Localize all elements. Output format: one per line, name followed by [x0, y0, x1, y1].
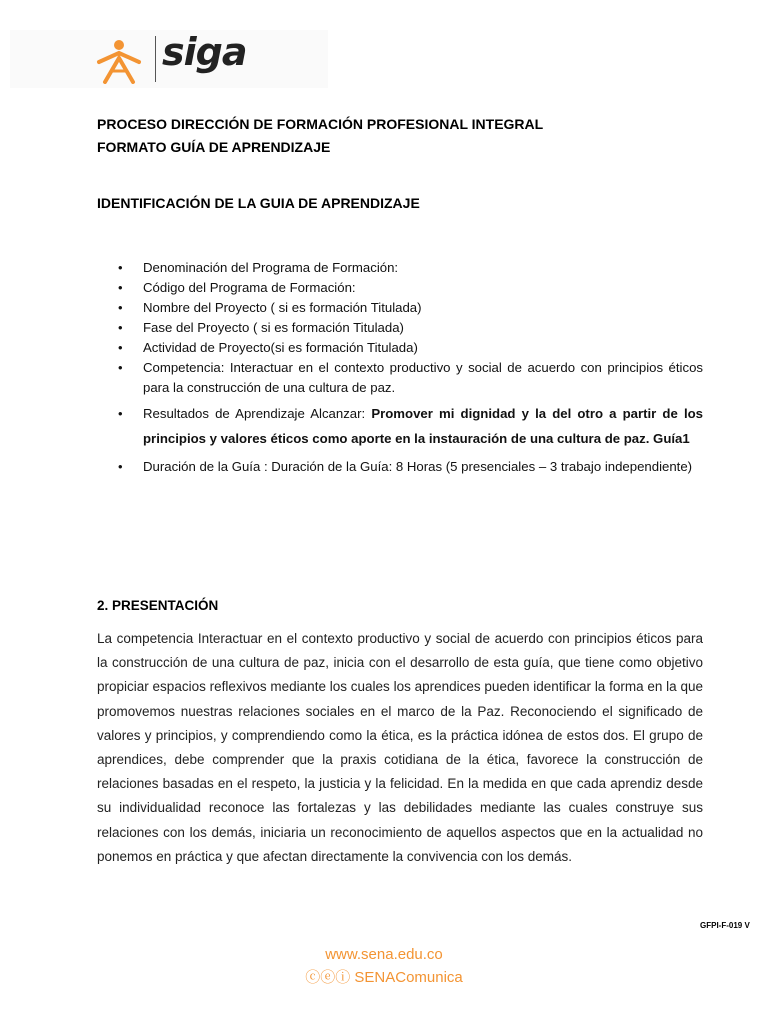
creative-commons-icon: ⓒⓔⓘ	[305, 969, 351, 986]
footer-social-label: SENAComunica	[354, 969, 463, 986]
document-code: GFPI-F-019 V	[700, 921, 750, 930]
results-text: Promover mi dignidad y la del otro a partir de los principios y valores éticos como aporte en la instauración de una cultura de paz. Guía1	[143, 406, 704, 446]
list-item: • Actividad de Proyecto(si es formación Titulada)	[97, 338, 703, 358]
list-item: • Denominación del Programa de Formación:	[97, 258, 703, 278]
presentation-paragraph: La competencia Interactuar en el contexto productivo y social de acuerdo con principios éticos para la construcción de una cultura de paz, inicia con el desarrollo de esta guía, que tiene como objetivo propiciar espacios reflexivos mediante los cuales los aprendices pueden identificar la forma en la que promovemos nuestras relaciones sociales en el marco de la Paz. Reconociendo el significado de valores y principios, y comprendiendo como la ética, es la práctica idónea de estos dos. El grupo de aprendices, debe comprender que la praxis cotidiana de la ética, favorece la construcción de relaciones basadas en el respeto, la justicia y la felicidad. En la medida en que cada aprendiz desde su individualidad reconoce las fortalezas y las debilidades mediante las cuales construye sus relaciones con los demás, iniciaria un reconocimiento de aquellos aspectos que en la actualidad no ponemos en práctica y que afectan directamente la convivencia con los demás.	[97, 631, 703, 864]
list-item-results	[97, 401, 703, 451]
logo-divider	[155, 36, 156, 82]
results-label: Resultados de Aprendizaje Alcanzar:	[143, 406, 372, 421]
list-item: • Competencia: Interactuar en el contexto productivo y social de acuerdo con principios éticos para la construcción de una cultura de paz.	[97, 358, 703, 398]
list-item: • Nombre del Proyecto ( si es formación Titulada)	[97, 298, 703, 318]
section-identification-title: IDENTIFICACIÓN DE LA GUIA DE APRENDIZAJE	[97, 195, 420, 211]
section-presentation-title: 2. PRESENTACIÓN	[97, 598, 219, 613]
format-title: FORMATO GUÍA DE APRENDIZAJE	[97, 139, 331, 155]
list-item: • Código del Programa de Formación:	[97, 278, 703, 298]
footer-social[interactable]	[0, 966, 768, 987]
process-title: PROCESO DIRECCIÓN DE FORMACIÓN PROFESIONAL INTEGRAL	[97, 116, 544, 132]
footer-url-link[interactable]: www.sena.edu.co	[325, 946, 443, 963]
sena-logo-icon	[95, 38, 143, 84]
identification-list	[97, 258, 703, 477]
siga-logo: siga	[162, 30, 247, 74]
list-item-duration: • Duración de la Guía : Duración de la Guía: 8 Horas (5 presenciales – 3 trabajo independiente)	[97, 457, 703, 477]
list-item: • Fase del Proyecto ( si es formación Titulada)	[97, 318, 703, 338]
